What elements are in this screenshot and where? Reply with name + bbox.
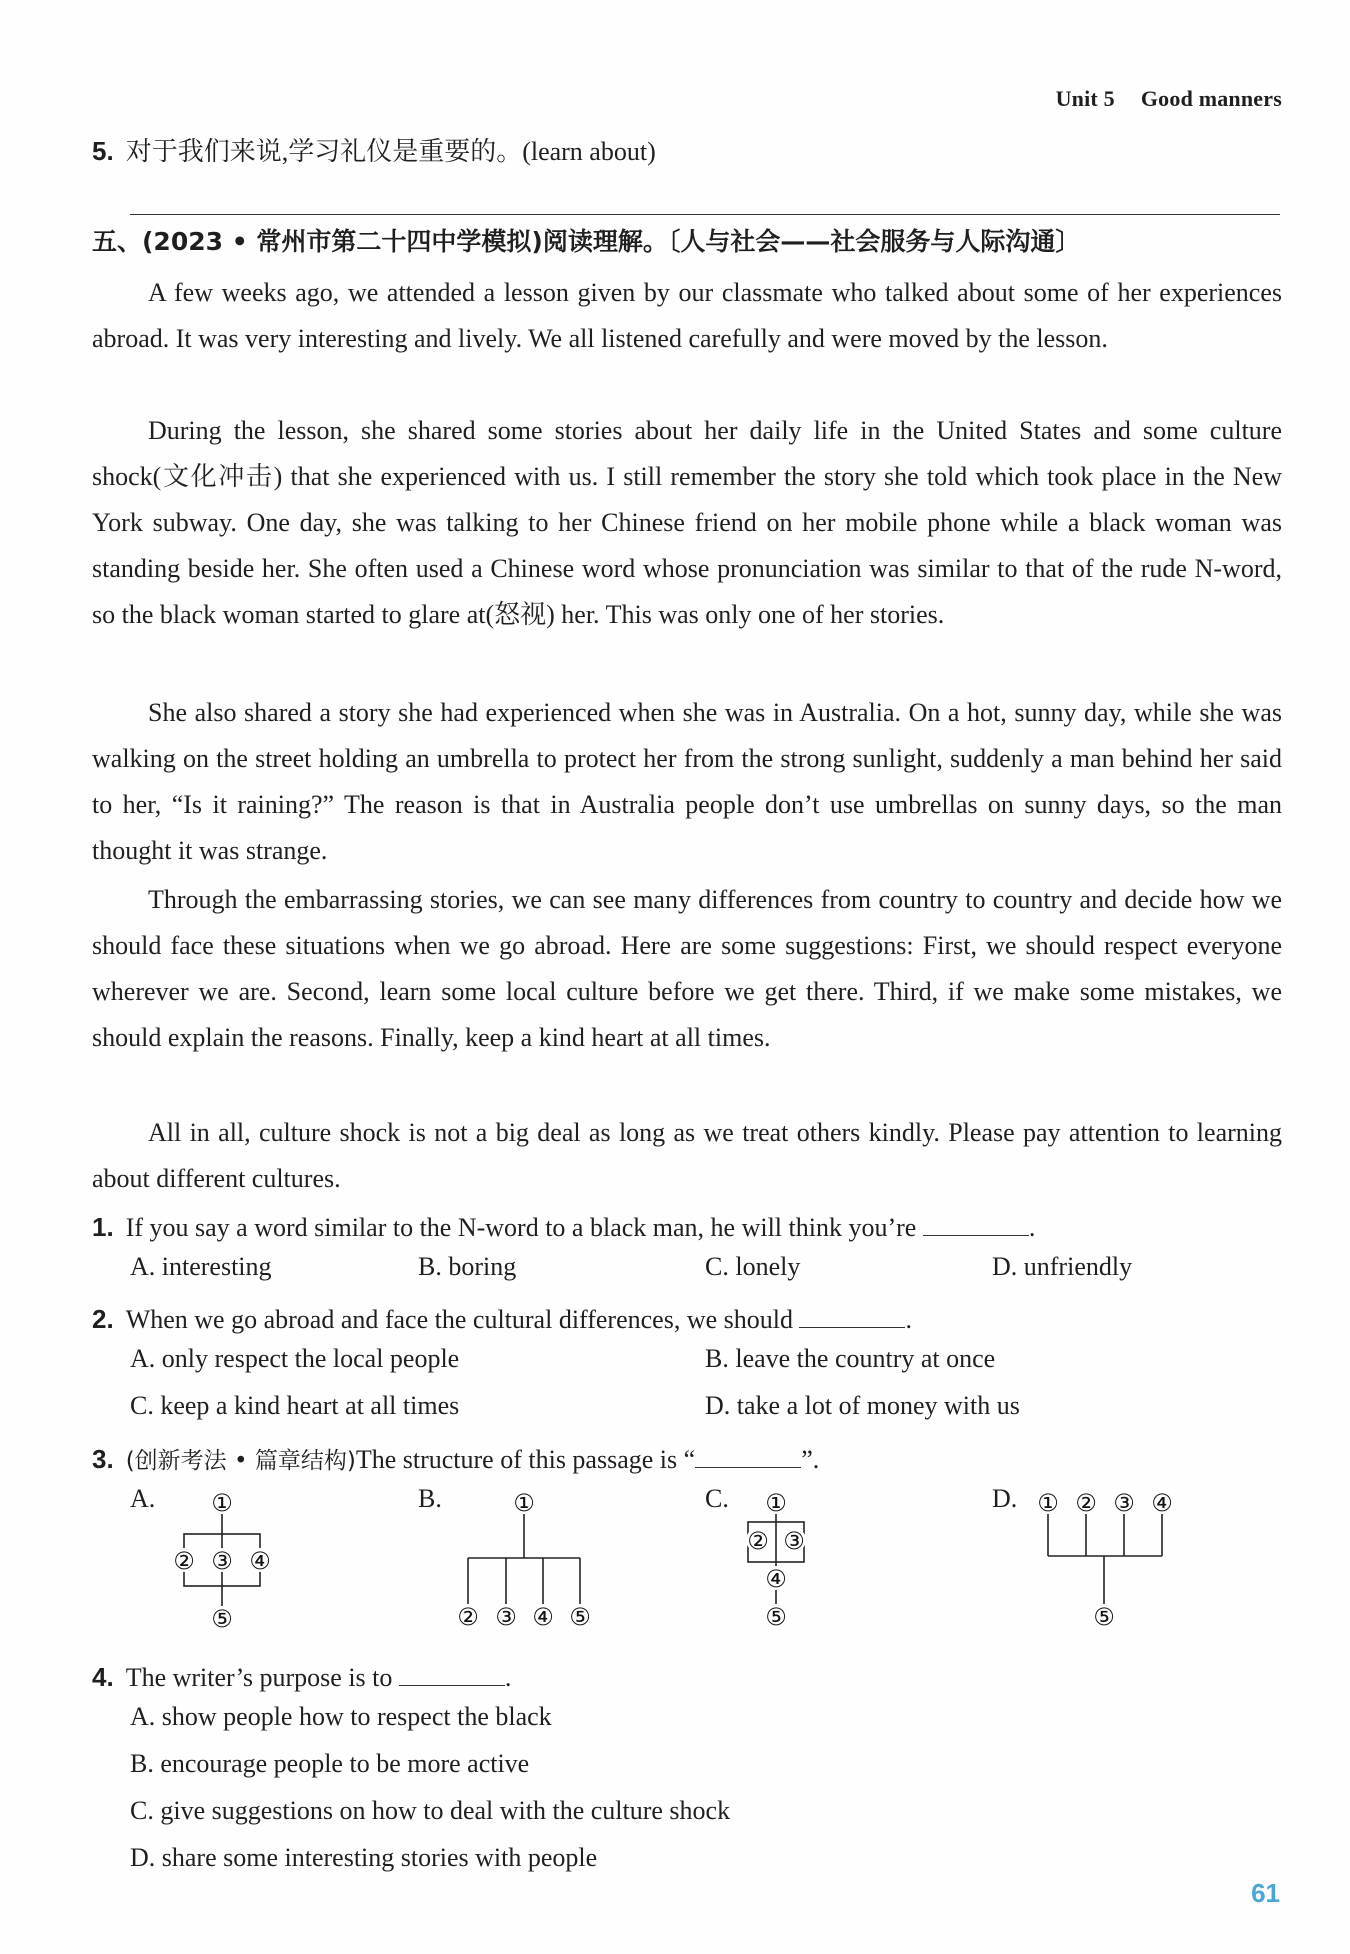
diagram-node-label: ④ (765, 1565, 787, 1593)
answer-blank[interactable] (399, 1657, 505, 1686)
option-2d[interactable]: D. take a lot of money with us (705, 1391, 1020, 1420)
option-4b[interactable]: B. encourage people to be more active (130, 1749, 530, 1778)
diagram-node-label: ⑤ (569, 1603, 591, 1631)
diagram-node-label: ① (765, 1489, 787, 1517)
unit-title: Good manners (1140, 86, 1282, 111)
page-number: 61 (1251, 1878, 1280, 1908)
option-2a[interactable]: A. only respect the local people (130, 1344, 460, 1373)
diagram-node-label: ① (211, 1489, 233, 1517)
question-3-stem: 3. (创新考法 • 篇章结构)The structure of this passage is “ ”. (92, 1436, 819, 1484)
diagram-node-label: ④ (1151, 1489, 1173, 1517)
passage-paragraph-3: She also shared a story she had experienced when she was in Australia. On a hot, sunny day, while she was walking on the street holding an umbrella to protect her from the strong sunlight, suddenly a man behind her said to her, “Is it raining?” The reason is that in Australia people don’t use umbrellas on sunny days, so the man thought it was strange. (92, 698, 1282, 865)
diagram-node-label: ② (747, 1527, 769, 1555)
option-3c-label[interactable]: C. (705, 1484, 729, 1513)
diagram-node-label: ④ (249, 1547, 271, 1575)
question-1-stem: 1. If you say a word similar to the N-word to a black man, he will think you’re . (92, 1204, 1035, 1251)
diagram-node-label: ① (513, 1489, 535, 1517)
passage-paragraph-5: All in all, culture shock is not a big deal as long as we treat others kindly. Please pay attention to learning about different cultures. (92, 1118, 1282, 1193)
diagram-node-label: ⑤ (765, 1603, 787, 1631)
passage-paragraph-2: During the lesson, she shared some stories about her daily life in the United States and some culture shock(文化冲击) that she experienced with us. I still remember the story she told which took place in the New York subway. One day, she was talking to her Chinese friend on her mobile phone while a black woman was standing beside her. She often used a Chinese word whose pronunciation was similar to that of the rude N-word, so the black woman started to glare at(怒视) her. This was only one of her stories. (92, 416, 1282, 629)
diagram-d[interactable] (1048, 1514, 1162, 1604)
option-1b[interactable]: B. boring (418, 1252, 517, 1281)
diagram-node-label: ⑤ (211, 1605, 233, 1633)
option-3b-label[interactable]: B. (418, 1484, 442, 1513)
diagram-node-label: ③ (495, 1603, 517, 1631)
section-title: 阅读理解。〔人与社会——社会服务与人际沟通〕 (542, 227, 1081, 256)
diagram-node-label: ② (1075, 1489, 1097, 1517)
diagram-node-label: ④ (532, 1603, 554, 1631)
option-2b[interactable]: B. leave the country at once (705, 1344, 996, 1373)
diagram-node-label: ② (457, 1603, 479, 1631)
option-3d-label[interactable]: D. (992, 1484, 1018, 1513)
option-4a[interactable]: A. show people how to respect the black (130, 1702, 552, 1731)
diagram-node-label: ① (1037, 1489, 1059, 1517)
diagram-b[interactable] (468, 1514, 580, 1604)
question-text: 对于我们来说,学习礼仪是重要的。(learn about) (125, 137, 656, 166)
unit-label: Unit 5 (1055, 86, 1115, 111)
passage-paragraph-1: A few weeks ago, we attended a lesson given by our classmate who talked about some of her experiences abroad. It was very interesting and lively. We all listened carefully and were moved by the lesson. (92, 278, 1282, 353)
diagram-node-label: ② (173, 1547, 195, 1575)
option-1c[interactable]: C. lonely (705, 1252, 801, 1281)
diagram-node-label: ③ (783, 1527, 805, 1555)
question-4-stem: 4. The writer’s purpose is to . (92, 1654, 511, 1701)
section-label: 五、(2023 • 常州市第二十四中学模拟) (92, 227, 543, 256)
diagram-node-label: ③ (211, 1547, 233, 1575)
option-4d[interactable]: D. share some interesting stories with people (130, 1843, 598, 1872)
question-2-stem: 2. When we go abroad and face the cultural differences, we should . (92, 1296, 912, 1343)
option-1d[interactable]: D. unfriendly (992, 1252, 1133, 1281)
diagram-node-label: ③ (1113, 1489, 1135, 1517)
option-4c[interactable]: C. give suggestions on how to deal with the culture shock (130, 1796, 731, 1825)
option-1a[interactable]: A. interesting (130, 1252, 272, 1281)
passage-paragraph-4: Through the embarrassing stories, we can see many differences from country to country and decide how we should face these situations when we go abroad. Here are some suggestions: First, we should respect everyone wherever we are. Second, learn some local culture before we get there. Third, if we make some mistakes, we should explain the reasons. Finally, keep a kind heart at all times. (92, 885, 1282, 1052)
option-3a-label[interactable]: A. (130, 1484, 156, 1513)
option-2c[interactable]: C. keep a kind heart at all times (130, 1391, 460, 1420)
diagram-node-label: ⑤ (1093, 1603, 1115, 1631)
question-number: 5. (92, 136, 114, 166)
